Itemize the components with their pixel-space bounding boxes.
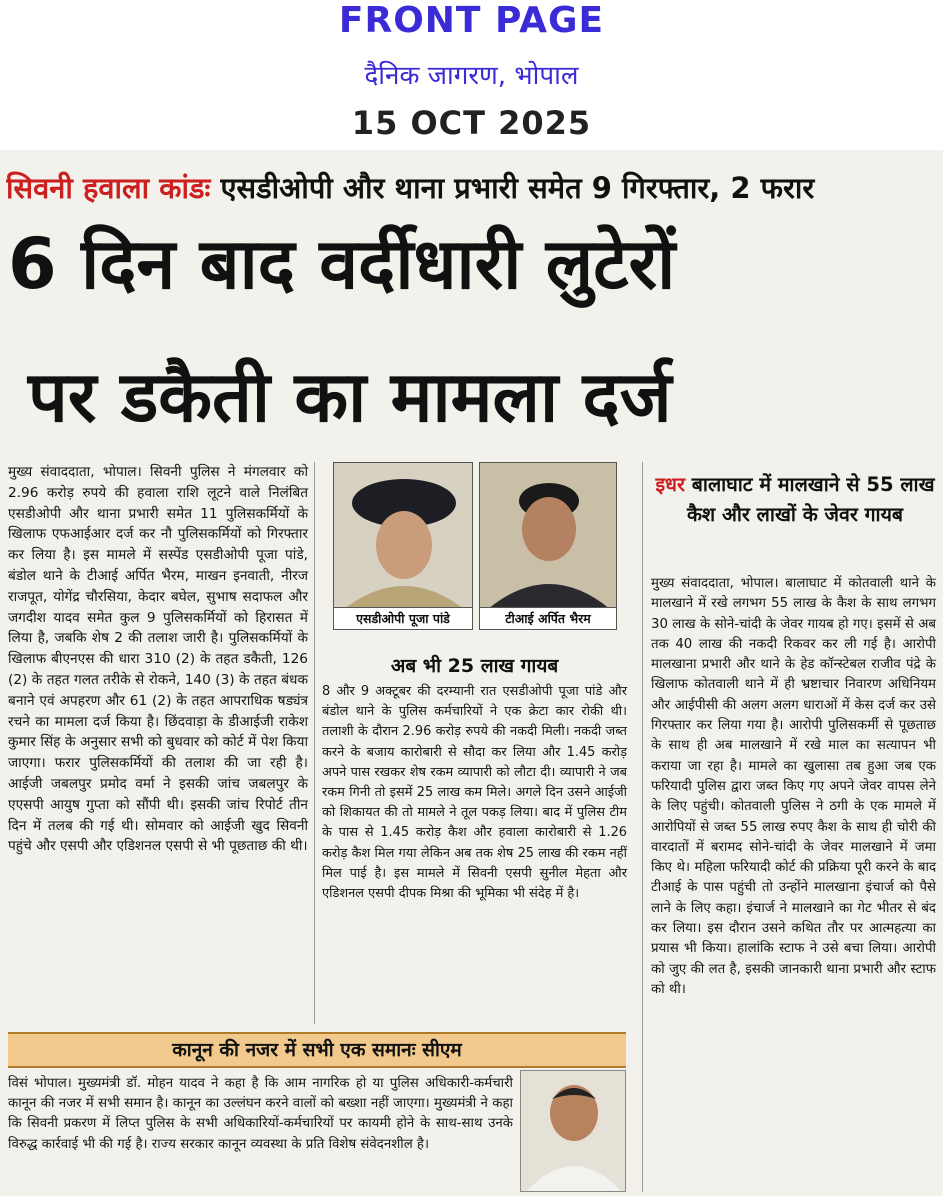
kicker-prefix: सिवनी हवाला कांडः <box>6 171 211 205</box>
photo-sdop <box>333 462 473 630</box>
sdop-portrait-image <box>334 463 473 609</box>
headline-line-1: 6 दिन बाद वर्दीधारी लुटेरों <box>8 223 676 305</box>
sub-story-text: 8 और 9 अक्टूबर की दरम्यानी रात एसडीओपी पूजा पांडे और बंडोल थाने के पुलिस कर्मचारियों ने एक क्रेटा कार रोकी थी। तलाशी के दौरान 2.96 करोड़ रुपये की नकदी मिली। नकदी जब्त करने के बजाय कारोबारी से सौदा कर लिया और 1.45 करोड़ अपने पास रखकर शेष रकम व्यापारी को लौटा दी। व्यापारी ने जब रकम गिनी तो इसमें 25 लाख कम मिले। अगले दिन उसने आईजी को शिकायत की तो मामले ने तूल पकड़ लिया। बाद में पुलिस टीम के पास से 1.45 करोड़ कैश और हवाला कारोबारी से 1.26 करोड़ कैश मिल गया लेकिन अब तक शेष 25 लाख की रकम नहीं मिल पाई है। इस मामले में सिवनी एसपी सुनील मेहता और एडिशनल एसपी दीपक मिश्रा की भूमिका भी संदेह में है। <box>322 684 627 902</box>
ti-portrait-image <box>480 463 617 609</box>
sub-story-heading: अब भी 25 लाख गायब <box>390 655 559 677</box>
bottom-story-text: विसं भोपाल। मुख्यमंत्री डॉ. मोहन यादव ने कहा है कि आम नागरिक हो या पुलिस अधिकारी-कर्मचारी कानून की नजर में सभी समान है। कानून का उल्लंघन करने वालों को बख्शा नहीं जाएगा। मुख्यमंत्री ने कहा कि सिवनी प्रकरण में लिप्त पुलिस के सभी अधिकारियों-कर्मचारियों पर कायमी होने के साथ-साथ उनके विरुद्ध कार्रवाई भी की गई है। राज्य सरकार कानून व्यवस्था के प्रति विशेष संवेदनशील है। <box>8 1076 513 1152</box>
photo-caption-ti: टीआई अर्पित भैरम <box>480 607 616 629</box>
cm-portrait-image <box>521 1071 626 1192</box>
stamp-front-page: FRONT PAGE <box>338 0 605 41</box>
kicker-text: एसडीओपी और थाना प्रभारी समेत 9 गिरफ्तार, 2 फरार <box>210 171 815 205</box>
photo-ti <box>479 462 617 630</box>
column-divider <box>314 462 315 1024</box>
side-heading-rest: बालाघाट में मालखाने से 55 लाख कैश और लाखों के जेवर गायब <box>684 473 935 526</box>
main-story-text: मुख्य संवाददाता, भोपाल। सिवनी पुलिस ने मंगलवार को 2.96 करोड़ रुपये की हवाला राशि लूटने वाले निलंबित एसडीओपी और थाना प्रभारी समेत 11 पुलिसकर्मियों के खिलाफ एफआईआर दर्ज कर नौ पुलिसकर्मियों को गिरफ्तार कर लिया है। इस मामले में सस्पेंड एसडीओपी पूजा पांडे, बंडोल थाने के टीआई अर्पित भैरम, माखन इनवाती, नीरज राजपूत, योगेंद्र चौरसिया, केदार बघेल, सुभाष सदाफल और जगदीश यादव समेत कुल 9 पुलिसकर्मियों को हिरासत में लिया है, जबकि शेष 2 की तलाश जारी है। पुलिसकर्मियों के खिलाफ बीएनएस की धारा 310 (2) के तहत डकैती, 126 (2) के तहत गलत तरीके से रोकने, 140 (3) के तहत बंधक बनाने एवं अपहरण और 61 (2) के तहत आपराधिक षड्यंत्र रचने का मामला दर्ज किया है। छिंदवाड़ा के डीआईजी राकेश कुमार सिंह के अनुसार सभी को बुधवार को कोर्ट में पेश किया जाएगा। फरार पुलिसकर्मियों की तलाश की जा रही है। आईजी जबलपुर प्रमोद वर्मा ने इसकी जांच जबलपुर के एएसपी आयुष गुप्ता को सौंपी थी। इसकी जांच रिपोर्ट तीन दिन में तलब की गई थी। सोमवार को आईजी खुद सिवनी पहुंचे और एसपी और एडिशनल एसपी से भी पूछताछ की थी। <box>8 464 308 855</box>
photo-caption-sdop: एसडीओपी पूजा पांडे <box>334 607 472 629</box>
bottom-story-heading: कानून की नजर में सभी एक समानः सीएम <box>8 1032 626 1068</box>
side-heading-prefix: इधर <box>655 473 685 496</box>
side-story-text: मुख्य संवाददाता, भोपाल। बालाघाट में कोतवाली थाने के मालखाने में रखे लगभग 55 लाख के कैश के साथ लगभग 30 लाख के सोने-चांदी के जेवर गायब हो गए। इसमें से अब तक 40 लाख की नकदी रिकवर कर ली गई है। आरोपी मालखाना प्रभारी और थाने के हेड कॉन्स्टेबल राजीव पंद्रे के खिलाफ कोतवाली थाने में ही भ्रष्टाचार निवारण अधिनियम और आईपीसी की अलग अलग धाराओं में केस दर्ज कर उसे गिरफ्तार कर लिया गया है। आरोपी पुलिसकर्मी से पूछताछ के साथ ही अब मालखाने में रखे माल का सत्यापन भी कराया जा रहा है। मामले का खुलासा तब हुआ जब एक फरियादी पुलिस द्वारा जब्त किए गए अपने जेवर वापस लेने के लिए पहुंची। कोतवाली पुलिस ने ठगी के एक मामले में आरोपियों से जब्त 55 लाख रुपए कैश के साथ ही चोरी की वारदातों में बरामद सोने-चांदी के जेवर मालखाने में जमा किए थे। महिला फरियादी कोर्ट की प्रक्रिया पूरी करने के बाद टीआई के पास पहुंची तो उन्होंने मालखाना इंचार्ज को पैसे लाने के लिए कहा। इंचार्ज ने मालखाने का गेट भीतर से बंद कर लिया। इस दौरान उसने कथित तौर पर आत्महत्या का प्रयास भी किया। हालांकि स्टाफ ने उसे बचा लिया। आरोपी को जुए की लत है, इसकी जानकारी थाना प्रभारी और स्टाफ को थी। <box>651 576 936 997</box>
photo-cm <box>520 1070 626 1192</box>
kicker <box>6 168 941 207</box>
stamp-paper-name: दैनिक जागरण, भोपाल <box>364 61 579 91</box>
side-story-heading <box>652 470 938 530</box>
stamp-date: 15 OCT 2025 <box>351 104 592 142</box>
headline-line-2: पर डकैती का मामला दर्ज <box>28 356 672 438</box>
column-divider <box>642 462 643 1192</box>
